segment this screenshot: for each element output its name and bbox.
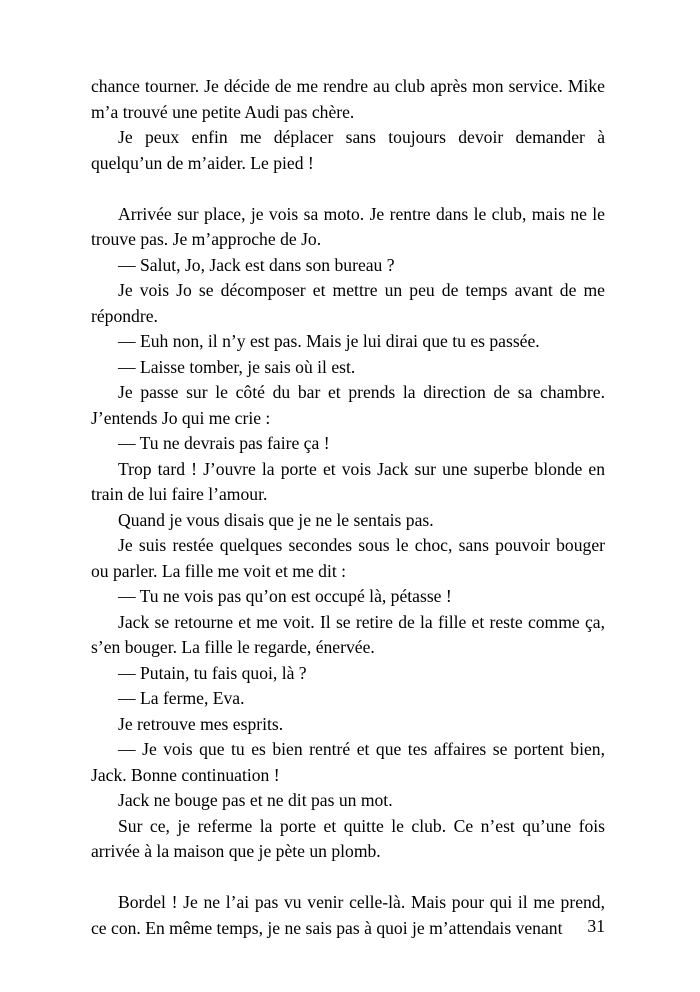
- paragraph: Je suis restée quelques secondes sous le choc, sans pouvoir bouger ou parler. La fille me voit et me dit :: [91, 535, 605, 581]
- dialogue-line: — Salut, Jo, Jack est dans son bureau ?: [118, 254, 395, 275]
- paragraph: Arrivée sur place, je vois sa moto. Je rentre dans le club, mais ne le trouve pas. Je m’approche de Jo.: [91, 203, 605, 249]
- dialogue-line: — La ferme, Eva.: [118, 688, 245, 708]
- paragraph: Je retrouve mes esprits.: [118, 713, 284, 734]
- paragraph: Sur ce, je referme la porte et quitte le club. Ce n’est qu’une fois arrivée à la maison que je pète un plomb.: [91, 815, 605, 861]
- page-body-text: [91, 74, 605, 941]
- paragraph: Jack ne bouge pas et ne dit pas un mot.: [118, 790, 393, 810]
- dialogue-line: — Laisse tomber, je sais où il est.: [118, 356, 356, 377]
- paragraph: chance tourner. Je décide de me rendre au club après mon service. Mike m’a trouvé une petite Audi pas chère.: [91, 76, 605, 122]
- paragraph: Trop tard ! J’ouvre la porte et vois Jack sur une superbe blonde en train de lui faire l’amour.: [91, 458, 605, 504]
- dialogue-line: — Tu ne devrais pas faire ça !: [118, 433, 330, 453]
- paragraph: Je peux enfin me déplacer sans toujours devoir demander à quelqu’un de m’aider. Le pied !: [91, 127, 605, 173]
- paragraph: Jack se retourne et me voit. Il se retire de la fille et reste comme ça, s’en bouger. La fille le regarde, énervée.: [91, 611, 605, 657]
- dialogue-line: — Euh non, il n’y est pas. Mais je lui dirai que tu es passée.: [118, 331, 540, 351]
- dialogue-line: — Putain, tu fais quoi, là ?: [118, 662, 307, 683]
- page-number: 31: [587, 916, 605, 936]
- dialogue-line: — Je vois que tu es bien rentré et que tes affaires se portent bien, Jack. Bonne continuation !: [91, 739, 605, 785]
- paragraph: Je passe sur le côté du bar et prends la direction de sa chambre. J’entends Jo qui me crie :: [91, 382, 605, 428]
- paragraph: Je vois Jo se décomposer et mettre un peu de temps avant de me répondre.: [91, 280, 605, 326]
- paragraph: Quand je vous disais que je ne le sentais pas.: [118, 509, 434, 530]
- paragraph: Bordel ! Je ne l’ai pas vu venir celle-là. Mais pour qui il me prend, ce con. En même temps, je ne sais pas à quoi je m’attendais venant: [91, 892, 605, 938]
- dialogue-line: — Tu ne vois pas qu’on est occupé là, pétasse !: [118, 586, 452, 606]
